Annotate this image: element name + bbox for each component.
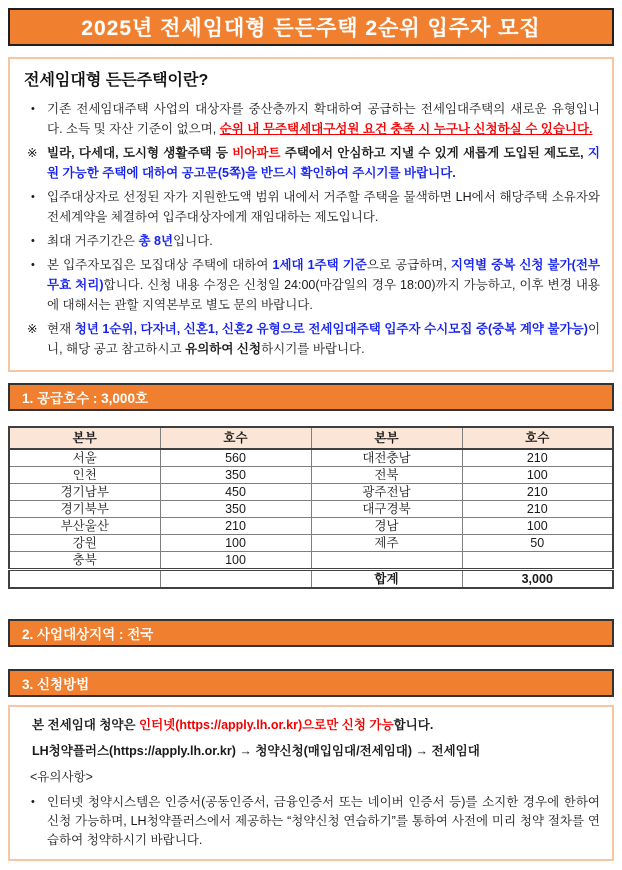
intro-heading: 전세임대형 든든주택이란?	[24, 72, 209, 89]
table-total-row	[9, 570, 613, 589]
cell-branch-right: 광주전남	[311, 484, 462, 501]
intro-item	[24, 319, 600, 359]
supply-table-body	[9, 449, 613, 570]
cell-total-value: 3,000	[462, 570, 613, 589]
cell-units-right	[462, 552, 613, 570]
table-row	[9, 535, 613, 552]
notice-item-list	[24, 793, 600, 850]
supply-table	[8, 426, 614, 589]
cell-branch-left: 충북	[9, 552, 160, 570]
section-header-supply	[8, 383, 614, 411]
cell-branch-left: 부산울산	[9, 518, 160, 535]
cell-branch-left: 경기남부	[9, 484, 160, 501]
bullet-marker: •	[31, 259, 35, 271]
bullet-marker: ※	[27, 322, 38, 336]
intro-item-text: 본 입주자모집은 모집대상 주택에 대하여 1세대 1주택 기준으로 공급하며, 지역별 중복 신청 불가(전부 무효 처리)합니다. 신청 내용 수정은 신청일 24:00(마감일의 경우 18:00)까지 가능하고, 이후 변경 내용에 대해서는 관할 지역본부로 별도 문의 바랍니다.	[47, 258, 600, 312]
table-row	[9, 518, 613, 535]
intro-item	[24, 231, 600, 251]
notice-item-text: 인터넷 청약시스템은 인증서(공동인증서, 금융인증서 또는 네이버 인증서 등)를 소지한 경우에 한하여 신청 가능하며, LH청약플러스에서 제공하는 “청약신청 연습하기”를 통하여 사전에 미리 청약 절차를 연습하여 청약하시기 바랍니다.	[47, 795, 600, 847]
intro-item-list	[24, 99, 600, 359]
intro-item	[24, 99, 600, 139]
table-row	[9, 501, 613, 518]
cell-units-left: 350	[160, 467, 311, 484]
cell-units-left: 210	[160, 518, 311, 535]
bullet-marker: •	[31, 103, 35, 115]
intro-item	[24, 255, 600, 315]
document-title-banner	[8, 8, 614, 46]
supply-table-head	[9, 427, 613, 449]
cell-units-right: 210	[462, 501, 613, 518]
bullet-marker: •	[31, 235, 35, 247]
col-header-units-1: 호수	[160, 427, 311, 449]
table-row	[9, 467, 613, 484]
cell-units-left: 100	[160, 552, 311, 570]
table-row	[9, 484, 613, 501]
cell-branch-left: 서울	[9, 449, 160, 467]
cell-units-right: 210	[462, 484, 613, 501]
intro-item-text: 빌라, 다세대, 도시형 생활주택 등 비아파트 주택에서 안심하고 지낼 수 있게 새롭게 도입된 제도로, 지원 가능한 주택에 대하여 공고문(5쪽)을 반드시 확인하여 주시기를 바랍니다.	[47, 146, 600, 180]
cell-branch-right: 제주	[311, 535, 462, 552]
apply-line-internet-only: 본 전세임대 청약은 인터넷(https://apply.lh.or.kr)으로만 신청 가능합니다.	[32, 718, 434, 732]
cell-branch-right: 경남	[311, 518, 462, 535]
col-header-branch-1: 본부	[9, 427, 160, 449]
col-header-branch-2: 본부	[311, 427, 462, 449]
intro-item	[24, 143, 600, 183]
cell-units-left: 450	[160, 484, 311, 501]
section-header-region	[8, 619, 614, 647]
table-row	[9, 552, 613, 570]
cell-branch-right: 전북	[311, 467, 462, 484]
cell-branch-left: 경기북부	[9, 501, 160, 518]
cell-units-right: 100	[462, 467, 613, 484]
cell-units-right: 50	[462, 535, 613, 552]
page-title: 2025년 전세임대형 든든주택 2순위 입주자 모집	[81, 17, 541, 40]
cell-total-label: 합계	[311, 570, 462, 589]
bullet-marker: ※	[27, 146, 38, 160]
cell-branch-right: 대전충남	[311, 449, 462, 467]
cell-units-left: 560	[160, 449, 311, 467]
intro-item-text: 기존 전세임대주택 사업의 대상자를 중산층까지 확대하여 공급하는 전세임대주택의 새로운 유형입니다. 소득 및 자산 기준이 없으며, 순위 내 무주택세대구성원 요건 충족 시 누구나 신청하실 수 있습니다.	[47, 102, 600, 136]
apply-box	[8, 705, 614, 861]
intro-item-text: 현재 청년 1순위, 다자녀, 신혼1, 신혼2 유형으로 전세임대주택 입주자 수시모집 중(중복 계약 불가능)이니, 해당 공고 참고하시고 유의하여 신청하시기를 바랍니다.	[47, 322, 601, 356]
cell-branch-left: 강원	[9, 535, 160, 552]
cell-units-left: 100	[160, 535, 311, 552]
bullet-marker: •	[31, 796, 35, 808]
section-header-apply	[8, 669, 614, 697]
supply-table-header-row	[9, 427, 613, 449]
intro-item-text: 입주대상자로 선정된 자가 지원한도액 범위 내에서 거주할 주택을 물색하면 LH에서 해당주택 소유자와 전세계약을 체결하여 입주대상자에게 재임대하는 제도입니다.	[47, 190, 600, 224]
col-header-units-2: 호수	[462, 427, 613, 449]
apply-line-path: LH청약플러스(https://apply.lh.or.kr) → 청약신청(매입임대/전세임대) → 전세임대	[32, 744, 480, 758]
cell-branch-right	[311, 552, 462, 570]
cell-units-right: 100	[462, 518, 613, 535]
bullet-marker: •	[31, 191, 35, 203]
cell-empty	[160, 570, 311, 589]
cell-units-left: 350	[160, 501, 311, 518]
intro-item	[24, 187, 600, 227]
section-label: 3. 신청방법	[22, 677, 90, 692]
notice-item	[24, 793, 600, 850]
cell-empty	[9, 570, 160, 589]
cell-branch-right: 대구경북	[311, 501, 462, 518]
intro-box	[8, 57, 614, 372]
cell-units-right: 210	[462, 449, 613, 467]
cell-branch-left: 인천	[9, 467, 160, 484]
section-label: 2. 사업대상지역 : 전국	[22, 627, 154, 642]
intro-item-text: 최대 거주기간은 총 8년입니다.	[47, 234, 213, 248]
section-label: 1. 공급호수 : 3,000호	[22, 391, 148, 406]
notice-label: <유의사항>	[30, 770, 93, 784]
table-row	[9, 449, 613, 467]
